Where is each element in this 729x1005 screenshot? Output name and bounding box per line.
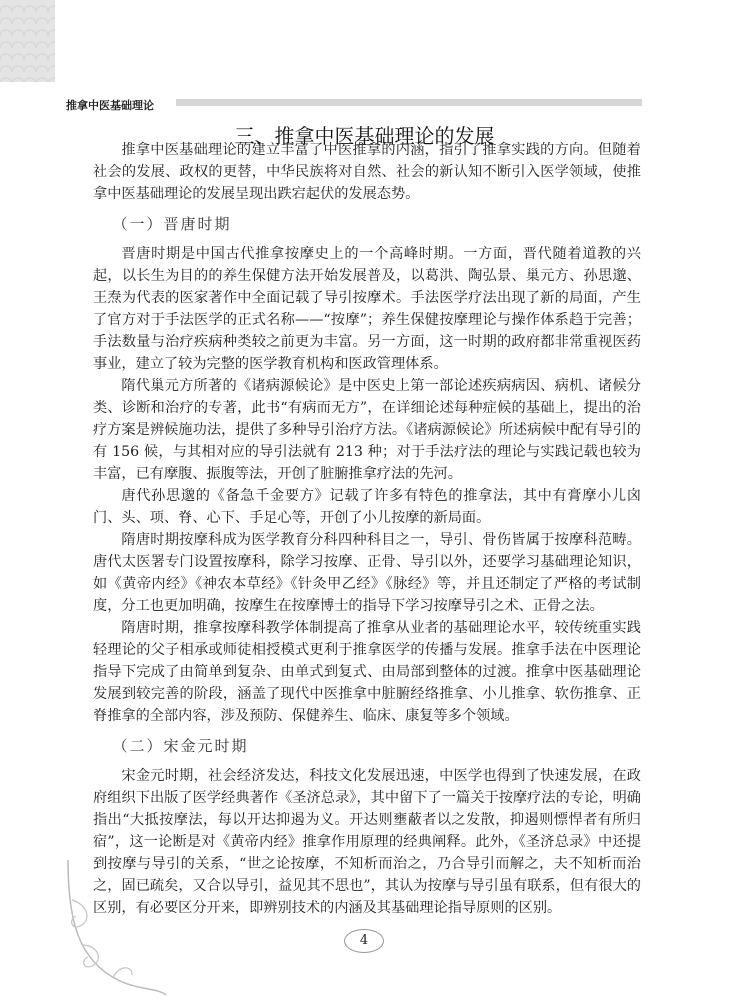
intro-paragraph: 推拿中医基础理论的建立丰富了中医推拿的内涵，指引了推拿实践的方向。但随着社会的发展、政权的更替，中华民族将对自然、社会的新认知不断引入医学领域，使推拿中医基础理论的发展呈现出跌宕起伏的发展态势。 <box>93 142 641 202</box>
header-rule <box>176 99 642 106</box>
vine-ornament-decoration <box>58 860 168 1000</box>
paragraph: 隋唐时期按摩科成为医学教育分科四种科目之一，导引、骨伤皆属于按摩科范畴。唐代太医署专门设置按摩科，除学习按摩、正骨、导引以外，还要学习基础理论知识，如《黄帝内经》《神农本草经》《针灸甲乙经》《脉经》等，并且还制定了严格的考试制度，分工也更加明确，按摩生在按摩博士的指导下学习按摩导引之术、正骨之法。 <box>93 532 641 614</box>
corner-pattern-decoration <box>0 0 55 82</box>
page-number: 4 <box>344 929 384 953</box>
running-header: 推拿中医基础理论 <box>66 99 154 112</box>
paragraph: 隋唐时期，推拿按摩科教学体制提高了推拿从业者的基础理论水平，较传统重实践轻理论的父子相承或师徒相授模式更利于推拿医学的传播与发展。推拿手法在中医理论指导下完成了由简单到复杂、由单式到复式、由局部到整体的过渡。推拿中医基础理论发展到较完善的阶段，涵盖了现代中医推拿中脏腑经络推拿、小儿推拿、软伤推拿、正脊推拿的全部内容，涉及预防、保健养生、临床、康复等多个领域。 <box>93 620 641 724</box>
section-title: 三、推拿中医基础理论的发展 <box>234 124 495 148</box>
body-text <box>93 139 641 919</box>
paragraph: 晋唐时期是中国古代推拿按摩史上的一个高峰时期。一方面，晋代随着道教的兴起，以长生为目的的养生保健方法开始发展普及，以葛洪、陶弘景、巢元方、孙思邈、王焘为代表的医家著作中全面记载了导引按摩术。手法医学疗法出现了新的局面，产生了官方对于手法医学的正式名称——“按摩”；养生保健按摩理论与操作体系趋于完善；手法数量与治疗疾病种类较之前更为丰富。另一方面，这一时期的政府都非常重视医药事业，建立了较为完整的医学教育机构和医政管理体系。 <box>93 246 641 372</box>
subsection-heading: （一）晋唐时期 <box>112 215 232 233</box>
paragraph: 隋代巢元方所著的《诸病源候论》是中医史上第一部论述疾病病因、病机、诸候分类、诊断和治疗的专著，此书“有病而无方”，在详细论述每种症候的基础上，提出的治疗方案是辨候施功法，提供了多种导引治疗方法。《诸病源候论》所述病候中配有导引的有 156 候，与其相对应的导引法就有 213 种；对于手法疗法的理论与实践记载也较为丰富，已有摩腹、振腹等法，开创了脏腑推拿疗法的先河。 <box>93 378 641 482</box>
paragraph: 唐代孙思邈的《备急千金要方》记载了许多有特色的推拿法，其中有膏摩小儿囟门、头、项、脊、心下、手足心等，开创了小儿按摩的新局面。 <box>93 488 641 526</box>
paragraph: 宋金元时期，社会经济发达，科技文化发展迅速，中医学也得到了快速发展，在政府组织下出版了医学经典著作《圣济总录》，其中留下了一篇关于按摩疗法的专论，明确指出“大抵按摩法，每以开达抑遏为义。开达则壅蔽者以之发散，抑遏则慓悍者有所归宿”，这一论断是对《黄帝内经》推拿作用原理的经典阐释。此外，《圣济总录》中还提到按摩与导引的关系，“世之论按摩，不知析而治之，乃合导引而解之，夫不知析而治之，固已疏矣，又合以导引，益见其不思也”，其认为按摩与导引虽有联系，但有很大的区别，有必要区分开来，即辨别技术的内涵及其基础理论指导原则的区别。 <box>93 768 641 916</box>
subsection-heading: （二）宋金元时期 <box>112 737 249 755</box>
